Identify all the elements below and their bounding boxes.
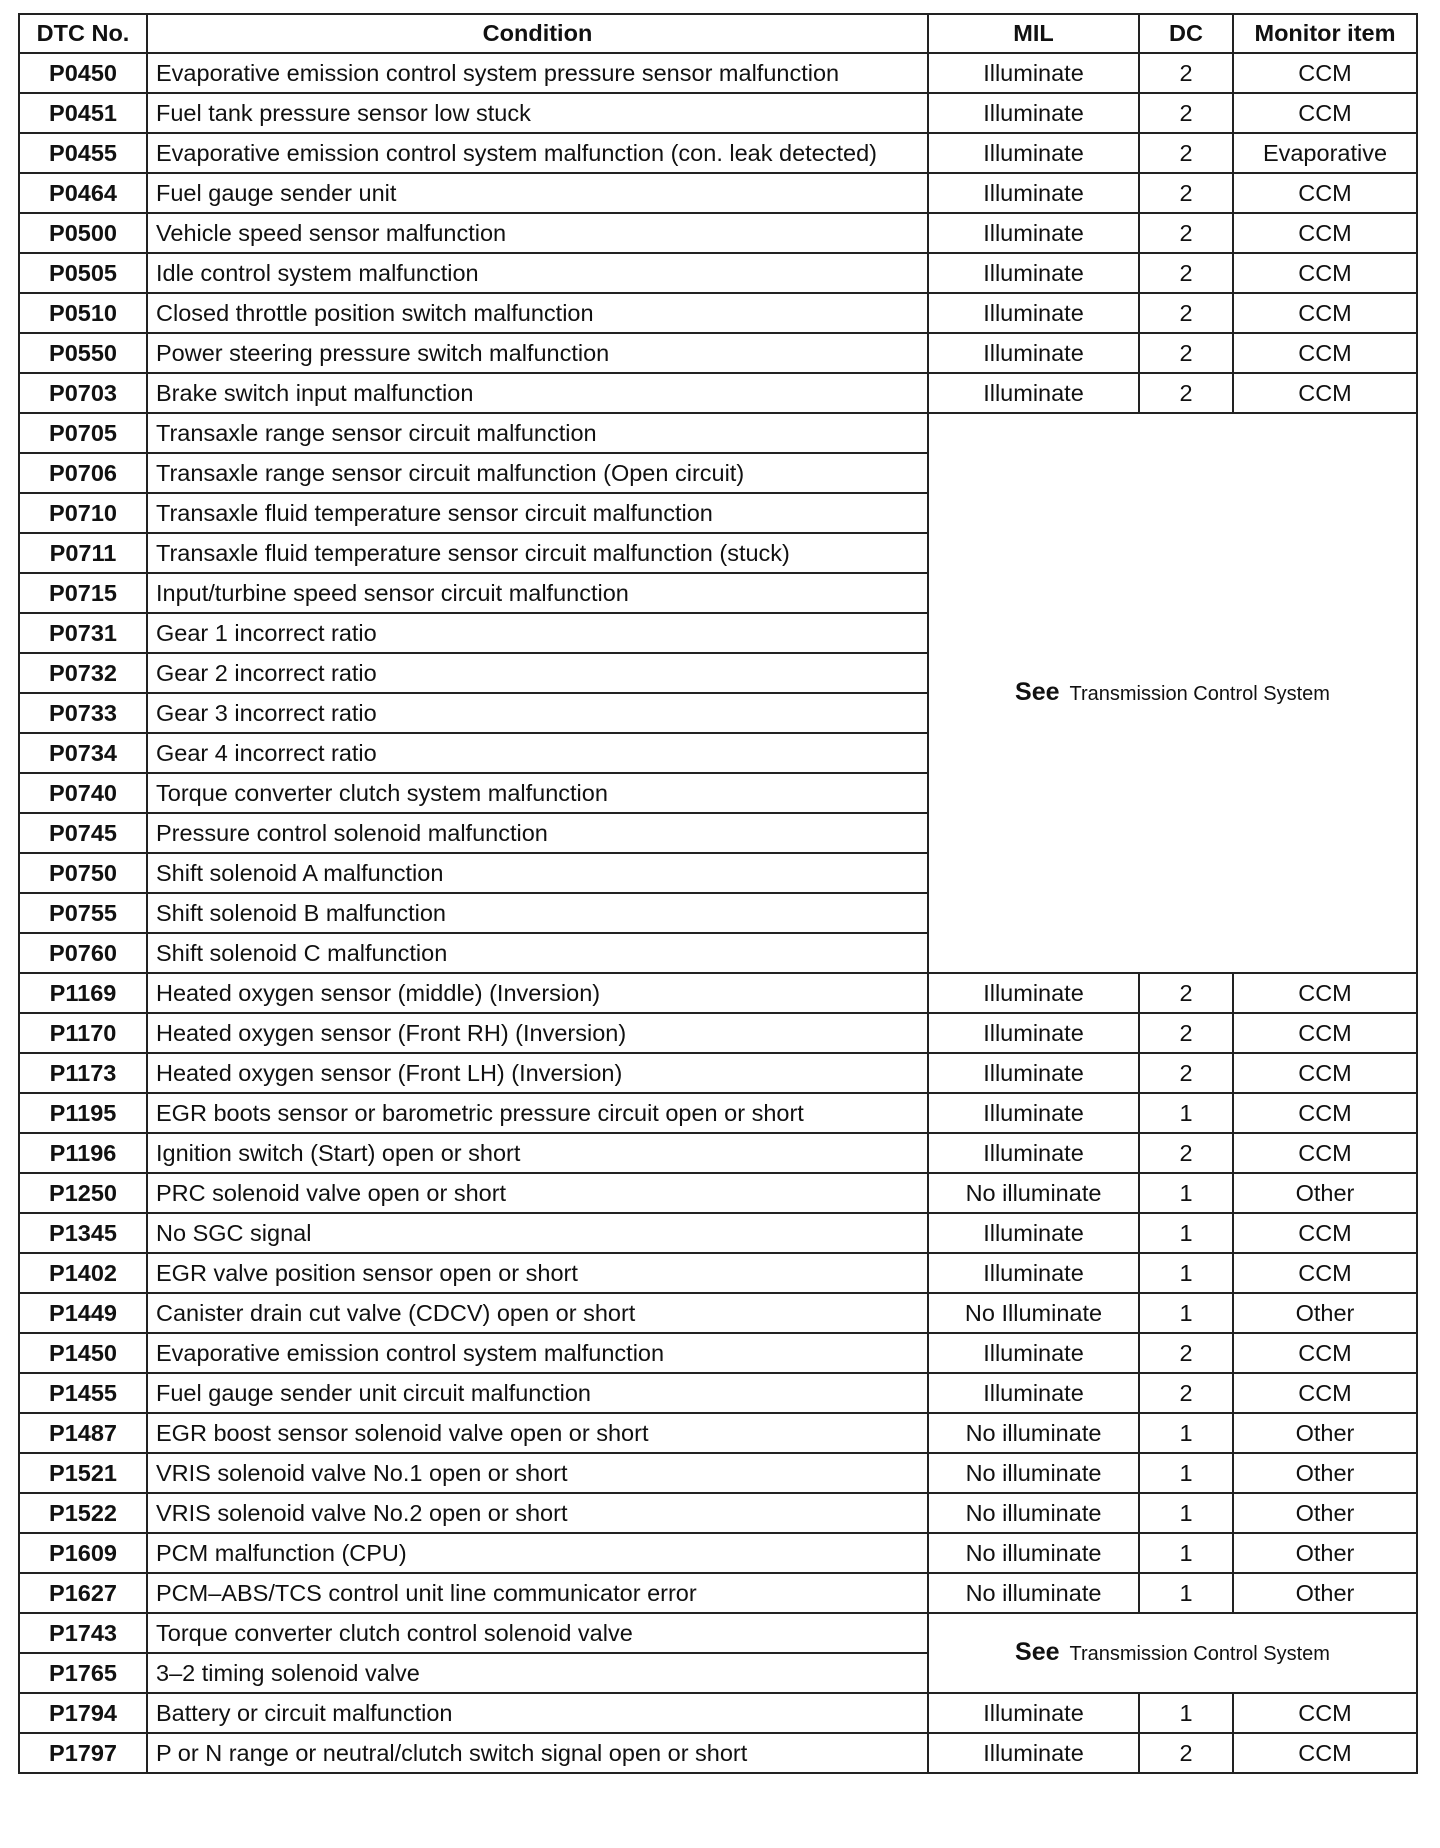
dtc-code: P1195 (19, 1093, 147, 1133)
monitor-item: Other (1233, 1493, 1417, 1533)
table-row (19, 1733, 1417, 1773)
dc-value: 2 (1139, 173, 1233, 213)
table-row (19, 1373, 1417, 1413)
table-row (19, 1333, 1417, 1373)
table-row (19, 1693, 1417, 1733)
condition-text: Transaxle fluid temperature sensor circuit malfunction (stuck) (147, 533, 928, 573)
dtc-code: P1609 (19, 1533, 147, 1573)
monitor-item: CCM (1233, 1733, 1417, 1773)
mil-status: Illuminate (928, 973, 1139, 1013)
condition-text: EGR valve position sensor open or short (147, 1253, 928, 1293)
condition-text: Heated oxygen sensor (Front RH) (Inversion) (147, 1013, 928, 1053)
dtc-code: P0734 (19, 733, 147, 773)
see-reference-text: Transmission Control System (1069, 1642, 1330, 1665)
condition-text: PRC solenoid valve open or short (147, 1173, 928, 1213)
dc-value: 2 (1139, 213, 1233, 253)
condition-text: Shift solenoid A malfunction (147, 853, 928, 893)
dtc-code: P0464 (19, 173, 147, 213)
header-mil: MIL (928, 14, 1139, 53)
dtc-code: P0550 (19, 333, 147, 373)
header-dtc-no: DTC No. (19, 14, 147, 53)
dtc-code: P1765 (19, 1653, 147, 1693)
condition-text: Torque converter clutch system malfunction (147, 773, 928, 813)
dtc-code: P1627 (19, 1573, 147, 1613)
table-row (19, 1133, 1417, 1173)
dc-value: 2 (1139, 333, 1233, 373)
table-row (19, 373, 1417, 413)
monitor-item: CCM (1233, 253, 1417, 293)
monitor-item: CCM (1233, 1053, 1417, 1093)
condition-text: Shift solenoid B malfunction (147, 893, 928, 933)
dc-value: 1 (1139, 1413, 1233, 1453)
condition-text: Vehicle speed sensor malfunction (147, 213, 928, 253)
monitor-item: CCM (1233, 333, 1417, 373)
mil-status: No illuminate (928, 1173, 1139, 1213)
dtc-code: P1196 (19, 1133, 147, 1173)
condition-text: Evaporative emission control system malfunction (147, 1333, 928, 1373)
condition-text: Transaxle fluid temperature sensor circuit malfunction (147, 493, 928, 533)
header-row (19, 14, 1417, 53)
condition-text: Shift solenoid C malfunction (147, 933, 928, 973)
monitor-item: CCM (1233, 213, 1417, 253)
dtc-code: P0450 (19, 53, 147, 93)
dc-value: 2 (1139, 1333, 1233, 1373)
dc-value: 1 (1139, 1493, 1233, 1533)
condition-text: Gear 3 incorrect ratio (147, 693, 928, 733)
dtc-code: P0733 (19, 693, 147, 733)
dc-value: 2 (1139, 1733, 1233, 1773)
table-header (19, 14, 1417, 53)
condition-text: Idle control system malfunction (147, 253, 928, 293)
condition-text: Closed throttle position switch malfunction (147, 293, 928, 333)
condition-text: Transaxle range sensor circuit malfunction (147, 413, 928, 453)
monitor-item: CCM (1233, 93, 1417, 133)
condition-text: Fuel gauge sender unit circuit malfunction (147, 1373, 928, 1413)
dtc-code: P0755 (19, 893, 147, 933)
dtc-code: P0706 (19, 453, 147, 493)
monitor-item: Other (1233, 1453, 1417, 1493)
dtc-code: P0505 (19, 253, 147, 293)
table-row (19, 1013, 1417, 1053)
dc-value: 2 (1139, 1373, 1233, 1413)
mil-status: Illuminate (928, 213, 1139, 253)
condition-text: EGR boost sensor solenoid valve open or short (147, 1413, 928, 1453)
mil-status: No Illuminate (928, 1293, 1139, 1333)
dc-value: 1 (1139, 1293, 1233, 1333)
dtc-code: P0710 (19, 493, 147, 533)
condition-text: Fuel gauge sender unit (147, 173, 928, 213)
condition-text: Heated oxygen sensor (Front LH) (Inversion) (147, 1053, 928, 1093)
table-row (19, 173, 1417, 213)
condition-text: Canister drain cut valve (CDCV) open or short (147, 1293, 928, 1333)
dtc-code: P1402 (19, 1253, 147, 1293)
monitor-item: CCM (1233, 173, 1417, 213)
condition-text: Evaporative emission control system malfunction (con. leak detected) (147, 133, 928, 173)
see-label: See (1015, 1637, 1060, 1666)
mil-status: Illuminate (928, 93, 1139, 133)
monitor-item: CCM (1233, 1013, 1417, 1053)
monitor-item: Other (1233, 1293, 1417, 1333)
dtc-code: P0711 (19, 533, 147, 573)
dc-value: 1 (1139, 1213, 1233, 1253)
monitor-item: CCM (1233, 1693, 1417, 1733)
dtc-code: P0703 (19, 373, 147, 413)
mil-status: Illuminate (928, 1093, 1139, 1133)
condition-text: Gear 4 incorrect ratio (147, 733, 928, 773)
mil-status: Illuminate (928, 133, 1139, 173)
dtc-code: P0745 (19, 813, 147, 853)
table-row (19, 93, 1417, 133)
monitor-item: Other (1233, 1573, 1417, 1613)
monitor-item: CCM (1233, 1133, 1417, 1173)
table-row (19, 1613, 1417, 1653)
condition-text: P or N range or neutral/clutch switch signal open or short (147, 1733, 928, 1773)
table-row (19, 973, 1417, 1013)
mil-status: No illuminate (928, 1573, 1139, 1613)
table-row (19, 293, 1417, 333)
see-reference-cell (928, 413, 1417, 973)
mil-status: Illuminate (928, 1733, 1139, 1773)
dtc-code: P1169 (19, 973, 147, 1013)
table-row (19, 253, 1417, 293)
condition-text: VRIS solenoid valve No.2 open or short (147, 1493, 928, 1533)
mil-status: Illuminate (928, 1133, 1139, 1173)
condition-text: Gear 2 incorrect ratio (147, 653, 928, 693)
condition-text: Brake switch input malfunction (147, 373, 928, 413)
table-body (19, 53, 1417, 1773)
dc-value: 2 (1139, 973, 1233, 1013)
dc-value: 2 (1139, 293, 1233, 333)
dc-value: 1 (1139, 1693, 1233, 1733)
dtc-code: P1449 (19, 1293, 147, 1333)
dtc-code: P1170 (19, 1013, 147, 1053)
dc-value: 2 (1139, 93, 1233, 133)
monitor-item: CCM (1233, 1093, 1417, 1133)
table-row (19, 213, 1417, 253)
mil-status: No illuminate (928, 1533, 1139, 1573)
monitor-item: CCM (1233, 1213, 1417, 1253)
condition-text: Fuel tank pressure sensor low stuck (147, 93, 928, 133)
condition-text: Transaxle range sensor circuit malfunction (Open circuit) (147, 453, 928, 493)
see-reference-cell (928, 1613, 1417, 1693)
mil-status: Illuminate (928, 1373, 1139, 1413)
condition-text: Torque converter clutch control solenoid valve (147, 1613, 928, 1653)
condition-text: Evaporative emission control system pressure sensor malfunction (147, 53, 928, 93)
mil-status: Illuminate (928, 1213, 1139, 1253)
header-condition: Condition (147, 14, 928, 53)
dtc-code: P1521 (19, 1453, 147, 1493)
dtc-code: P1455 (19, 1373, 147, 1413)
dc-value: 2 (1139, 1053, 1233, 1093)
table-row (19, 1053, 1417, 1093)
dtc-table (18, 13, 1418, 1774)
mil-status: Illuminate (928, 253, 1139, 293)
dtc-code: P0500 (19, 213, 147, 253)
table-row (19, 133, 1417, 173)
mil-status: Illuminate (928, 1693, 1139, 1733)
dtc-code: P1794 (19, 1693, 147, 1733)
dtc-code: P0732 (19, 653, 147, 693)
dtc-code: P1522 (19, 1493, 147, 1533)
dc-value: 2 (1139, 373, 1233, 413)
see-label: See (1015, 677, 1060, 706)
dtc-code: P0740 (19, 773, 147, 813)
dtc-code: P0760 (19, 933, 147, 973)
dc-value: 2 (1139, 253, 1233, 293)
dtc-code: P1743 (19, 1613, 147, 1653)
condition-text: Pressure control solenoid malfunction (147, 813, 928, 853)
monitor-item: Other (1233, 1533, 1417, 1573)
table-row (19, 1093, 1417, 1133)
mil-status: No illuminate (928, 1493, 1139, 1533)
table-row (19, 1573, 1417, 1613)
mil-status: Illuminate (928, 1053, 1139, 1093)
table-row (19, 1173, 1417, 1213)
dc-value: 2 (1139, 53, 1233, 93)
header-dc: DC (1139, 14, 1233, 53)
condition-text: PCM malfunction (CPU) (147, 1533, 928, 1573)
dc-value: 1 (1139, 1093, 1233, 1133)
dtc-code: P1487 (19, 1413, 147, 1453)
dtc-code: P1450 (19, 1333, 147, 1373)
mil-status: Illuminate (928, 53, 1139, 93)
dtc-code: P0731 (19, 613, 147, 653)
dtc-code: P1173 (19, 1053, 147, 1093)
monitor-item: Other (1233, 1413, 1417, 1453)
condition-text: Ignition switch (Start) open or short (147, 1133, 928, 1173)
mil-status: No illuminate (928, 1413, 1139, 1453)
mil-status: Illuminate (928, 1253, 1139, 1293)
dc-value: 2 (1139, 1013, 1233, 1053)
monitor-item: CCM (1233, 1253, 1417, 1293)
dtc-code: P0750 (19, 853, 147, 893)
mil-status: Illuminate (928, 373, 1139, 413)
dtc-code: P1797 (19, 1733, 147, 1773)
monitor-item: Evaporative (1233, 133, 1417, 173)
dc-value: 2 (1139, 1133, 1233, 1173)
mil-status: Illuminate (928, 1333, 1139, 1373)
condition-text: Battery or circuit malfunction (147, 1693, 928, 1733)
monitor-item: CCM (1233, 373, 1417, 413)
table-row (19, 53, 1417, 93)
table-row (19, 413, 1417, 453)
monitor-item: CCM (1233, 293, 1417, 333)
condition-text: No SGC signal (147, 1213, 928, 1253)
condition-text: Input/turbine speed sensor circuit malfunction (147, 573, 928, 613)
dc-value: 1 (1139, 1253, 1233, 1293)
monitor-item: CCM (1233, 973, 1417, 1013)
monitor-item: Other (1233, 1173, 1417, 1213)
monitor-item: CCM (1233, 53, 1417, 93)
dtc-code: P0510 (19, 293, 147, 333)
mil-status: Illuminate (928, 293, 1139, 333)
dc-value: 1 (1139, 1173, 1233, 1213)
header-monitor-item: Monitor item (1233, 14, 1417, 53)
dc-value: 1 (1139, 1453, 1233, 1493)
table-row (19, 1293, 1417, 1333)
condition-text: 3–2 timing solenoid valve (147, 1653, 928, 1693)
condition-text: Heated oxygen sensor (middle) (Inversion) (147, 973, 928, 1013)
dc-value: 1 (1139, 1533, 1233, 1573)
table-row (19, 1213, 1417, 1253)
condition-text: PCM–ABS/TCS control unit line communicator error (147, 1573, 928, 1613)
monitor-item: CCM (1233, 1373, 1417, 1413)
dtc-code: P0455 (19, 133, 147, 173)
condition-text: Power steering pressure switch malfunction (147, 333, 928, 373)
table-row (19, 333, 1417, 373)
table-row (19, 1453, 1417, 1493)
dtc-code: P0715 (19, 573, 147, 613)
condition-text: VRIS solenoid valve No.1 open or short (147, 1453, 928, 1493)
monitor-item: CCM (1233, 1333, 1417, 1373)
condition-text: EGR boots sensor or barometric pressure circuit open or short (147, 1093, 928, 1133)
mil-status: Illuminate (928, 1013, 1139, 1053)
mil-status: Illuminate (928, 333, 1139, 373)
table-row (19, 1533, 1417, 1573)
mil-status: No illuminate (928, 1453, 1139, 1493)
table-row (19, 1493, 1417, 1533)
dc-value: 1 (1139, 1573, 1233, 1613)
table-row (19, 1253, 1417, 1293)
dtc-code: P0451 (19, 93, 147, 133)
table-row (19, 1413, 1417, 1453)
dtc-code: P1345 (19, 1213, 147, 1253)
see-reference-text: Transmission Control System (1069, 682, 1330, 705)
condition-text: Gear 1 incorrect ratio (147, 613, 928, 653)
mil-status: Illuminate (928, 173, 1139, 213)
dtc-code: P0705 (19, 413, 147, 453)
dtc-code: P1250 (19, 1173, 147, 1213)
dc-value: 2 (1139, 133, 1233, 173)
